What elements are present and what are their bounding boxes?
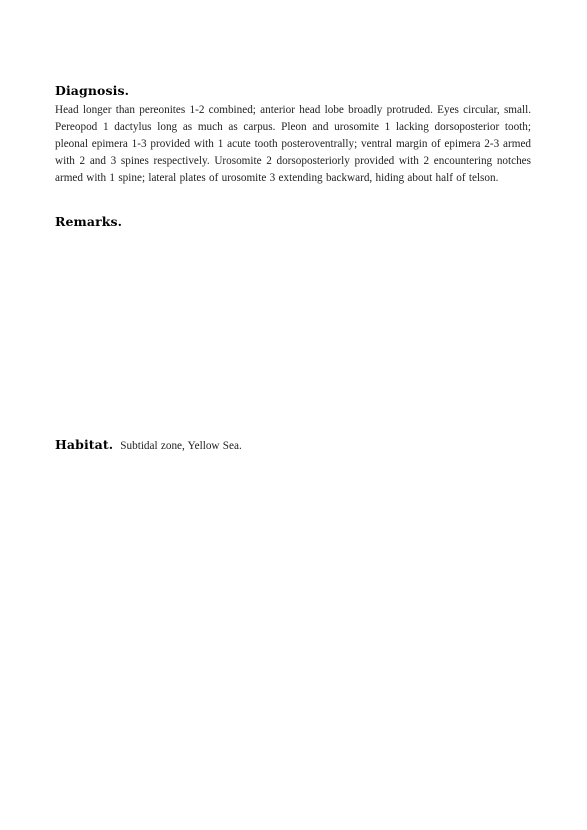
diagnosis-heading: Diagnosis.	[55, 83, 130, 98]
remarks-heading: Remarks.	[55, 214, 123, 229]
diagnosis-text: Head longer than pereonites 1-2 combined; anterior head lobe broadly protruded. Eyes circular, small. Pereopod 1 dactylus long as much as carpus. Pleon and urosomite 1 lacking dorsoposterior tooth; pleonal epimera 1-3 provided with 1 acute tooth posteroventrally; ventral margin of epimera 2-3 armed with 2 and 3 spines respectively. Urosomite 2 dorsoposteriorly provided with 2 encountering notches armed with 1 spine; lateral plates of urosomite 3 extending backward, hiding about half of telson.	[55, 104, 531, 185]
remarks-section	[55, 214, 531, 233]
habitat-section	[55, 434, 531, 453]
diagnosis-section	[55, 83, 531, 187]
habitat-heading: Habitat.	[55, 437, 114, 452]
habitat-text: Subtidal zone, Yellow Sea.	[120, 440, 242, 452]
